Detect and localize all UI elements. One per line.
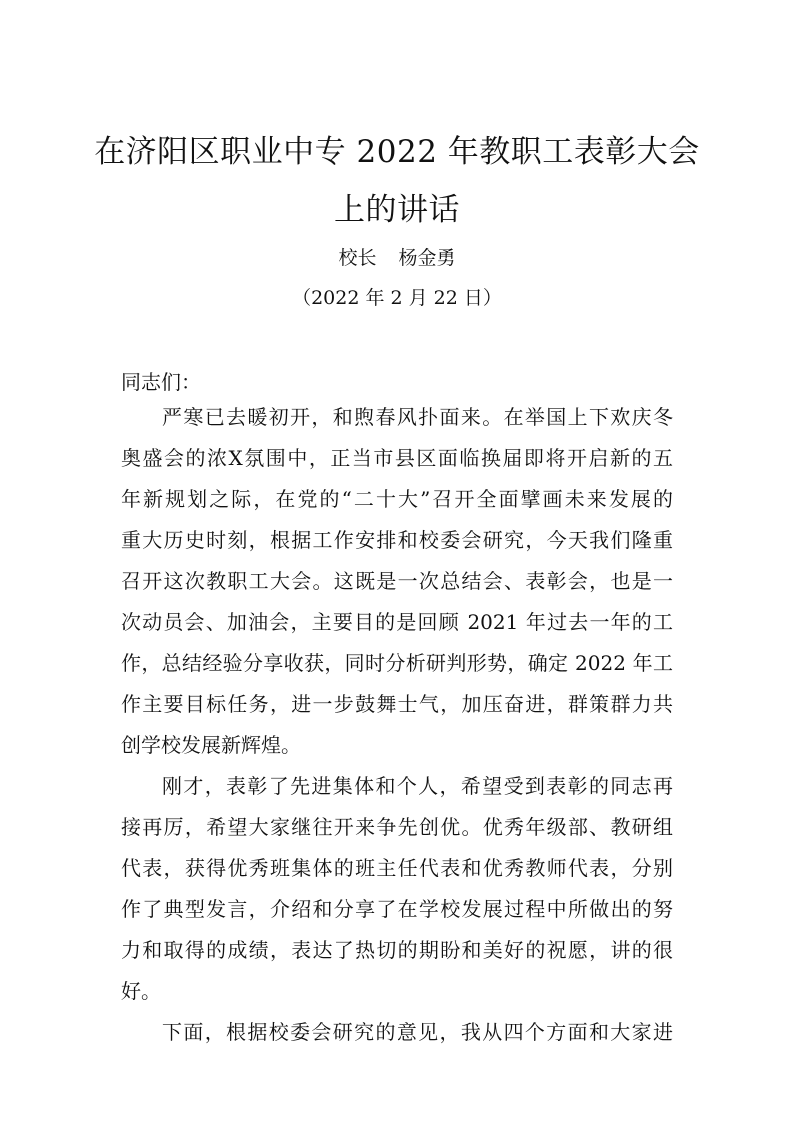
body-line: 创学校发展新辉煌。 xyxy=(121,733,301,757)
body-line: 代表，获得优秀班集体的班主任代表和优秀教师代表，分别 xyxy=(121,856,673,880)
body-line: 重大历史时刻，根据工作安排和校委会研究，今天我们隆重 xyxy=(121,528,673,552)
document-title-line-1: 在济阳区职业中专 2022 年教职工表彰大会 xyxy=(94,134,700,170)
body-line: 力和取得的成绩，表达了热切的期盼和美好的祝愿，讲的很 xyxy=(121,938,673,962)
body-line: 刚才，表彰了先进集体和个人，希望受到表彰的同志再 xyxy=(162,774,673,798)
body-line: 次动员会、加油会，主要目的是回顾 2021 年过去一年的工 xyxy=(121,610,673,634)
body-line: 接再厉，希望大家继往开来争先创优。优秀年级部、教研组 xyxy=(121,815,673,839)
body-line: 好。 xyxy=(121,979,161,1003)
body-line: 作，总结经验分享收获，同时分析研判形势，确定 2022 年工 xyxy=(121,651,673,675)
document-title-line-2: 上的讲话 xyxy=(334,192,460,228)
body-line: 召开这次教职工大会。这既是一次总结会、表彰会，也是一 xyxy=(121,569,673,593)
body-line: 作主要目标任务，进一步鼓舞士气，加压奋进，群策群力共 xyxy=(121,692,673,716)
author-name: 杨金勇 xyxy=(398,247,456,269)
salutation: 同志们： xyxy=(121,370,201,394)
body-line: 下面，根据校委会研究的意见，我从四个方面和大家进 xyxy=(162,1020,673,1044)
speech-date: （2022 年 2 月 22 日） xyxy=(292,287,502,309)
body-line: 奥盛会的浓X氛围中，正当市县区面临换届即将开启新的五 xyxy=(121,446,673,470)
author-line xyxy=(0,246,794,270)
author-role: 校长 xyxy=(338,247,377,269)
body-line: 作了典型发言，介绍和分享了在学校发展过程中所做出的努 xyxy=(121,897,673,921)
body-line: 严寒已去暖初开，和煦春风扑面来。在举国上下欢庆冬 xyxy=(162,405,673,429)
body-line: 年新规划之际，在党的“二十大”召开全面擘画未来发展的 xyxy=(121,487,673,511)
